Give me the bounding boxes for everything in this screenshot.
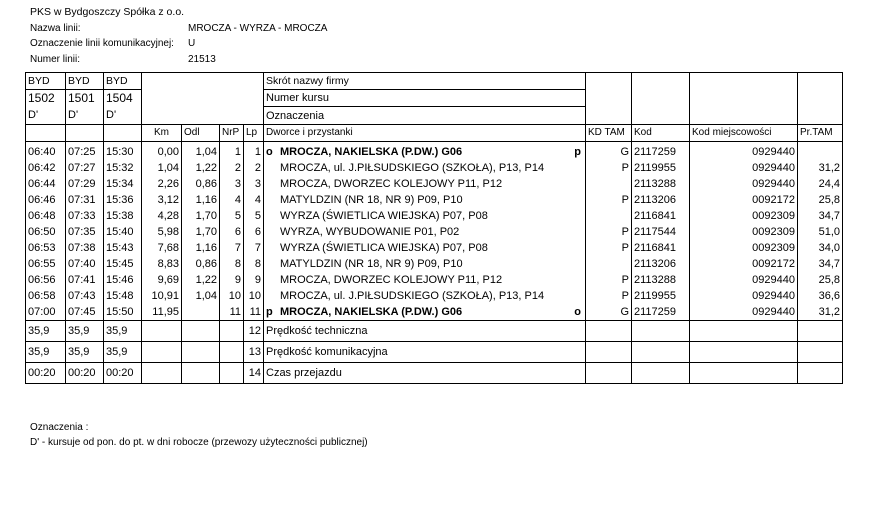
stop-suffix xyxy=(581,257,583,271)
stop-name-cell xyxy=(264,240,586,256)
departure-time: 15:38 xyxy=(104,208,142,224)
col-lp: Lp xyxy=(244,125,264,142)
departure-time: 06:56 xyxy=(26,272,66,288)
stop-suffix xyxy=(581,161,583,175)
kd-tam-value: P xyxy=(586,160,632,176)
stop-name-cell xyxy=(264,224,586,240)
odl-value: 1,04 xyxy=(182,142,220,161)
stop-name: MROCZA, ul. J.PIŁSUDSKIEGO (SZKOŁA), P13, P14 xyxy=(280,162,545,174)
col-km: Km xyxy=(142,125,182,142)
summary-label: Prędkość komunikacyjna xyxy=(264,342,586,363)
run-firm: BYD xyxy=(26,73,66,90)
kod-miejscowosci-value: 0929440 xyxy=(690,142,798,161)
stop-name: MROCZA, NAKIELSKA (P.DW.) G06 xyxy=(280,146,463,158)
lp-value: 9 xyxy=(244,272,264,288)
lp-value: 5 xyxy=(244,208,264,224)
kd-tam-value: G xyxy=(586,142,632,161)
lp-value: 10 xyxy=(244,288,264,304)
stop-name: WYRZA, WYBUDOWANIE P01, P02 xyxy=(280,226,460,238)
odl-value: 0,86 xyxy=(182,176,220,192)
departure-time: 15:34 xyxy=(104,176,142,192)
lp-value: 8 xyxy=(244,256,264,272)
odl-value: 1,16 xyxy=(182,192,220,208)
stop-name-cell xyxy=(264,208,586,224)
nrp-value: 6 xyxy=(220,224,244,240)
nrp-value: 1 xyxy=(220,142,244,161)
run-firm: BYD xyxy=(66,73,104,90)
km-value: 10,91 xyxy=(142,288,182,304)
table-row xyxy=(26,288,843,304)
km-value: 8,83 xyxy=(142,256,182,272)
line-name-value: MROCZA - WYRZA - MROCZA xyxy=(188,22,328,34)
stop-name: MROCZA, NAKIELSKA (P.DW.) G06 xyxy=(280,306,463,318)
line-number-row xyxy=(30,52,327,68)
departure-time: 15:32 xyxy=(104,160,142,176)
nrp-value: 11 xyxy=(220,304,244,321)
kod-miejscowosci-value: 0929440 xyxy=(690,272,798,288)
summary-value: 35,9 xyxy=(104,321,142,342)
kod-miejscowosci-value: 0929440 xyxy=(690,160,798,176)
departure-time: 15:30 xyxy=(104,142,142,161)
kod-miejscowosci-value: 0092309 xyxy=(690,208,798,224)
departure-time: 07:31 xyxy=(66,192,104,208)
stop-suffix xyxy=(581,209,583,223)
lp-value: 1 xyxy=(244,142,264,161)
kod-value: 2117544 xyxy=(632,224,690,240)
odl-value: 1,22 xyxy=(182,272,220,288)
departure-time: 06:58 xyxy=(26,288,66,304)
nrp-value: 9 xyxy=(220,272,244,288)
pr-tam-value: 31,2 xyxy=(798,304,843,321)
odl-value: 0,86 xyxy=(182,256,220,272)
kd-tam-value: P xyxy=(586,288,632,304)
km-value: 9,69 xyxy=(142,272,182,288)
stop-name: WYRZA (ŚWIETLICA WIEJSKA) P07, P08 xyxy=(280,210,488,222)
odl-value: 1,16 xyxy=(182,240,220,256)
summary-value: 00:20 xyxy=(26,363,66,384)
stop-name-cell xyxy=(264,160,586,176)
stop-suffix: p xyxy=(574,146,581,158)
line-number-value: 21513 xyxy=(188,53,216,65)
nrp-value: 7 xyxy=(220,240,244,256)
stop-suffix xyxy=(581,177,583,191)
departure-time: 15:48 xyxy=(104,288,142,304)
summary-label: Czas przejazdu xyxy=(264,363,586,384)
summary-value: 00:20 xyxy=(104,363,142,384)
kod-miejscowosci-value: 0929440 xyxy=(690,288,798,304)
stop-name: MROCZA, ul. J.PIŁSUDSKIEGO (SZKOŁA), P13, P14 xyxy=(280,290,545,302)
column-header-row xyxy=(26,125,843,142)
col-kodm: Kod miejscowości xyxy=(690,125,798,142)
departure-time: 07:38 xyxy=(66,240,104,256)
pr-tam-value: 51,0 xyxy=(798,224,843,240)
departure-time: 07:33 xyxy=(66,208,104,224)
legend-item: D' - kursuje od pon. do pt. w dni robocze (przewozy użyteczności publicznej) xyxy=(30,437,368,448)
stop-suffix xyxy=(581,289,583,303)
run-firm: BYD xyxy=(104,73,142,90)
kd-tam-value: P xyxy=(586,272,632,288)
kod-value: 2117259 xyxy=(632,142,690,161)
nrp-value: 5 xyxy=(220,208,244,224)
departure-time: 07:43 xyxy=(66,288,104,304)
kod-value: 2113288 xyxy=(632,272,690,288)
departure-time: 07:27 xyxy=(66,160,104,176)
nrp-value: 4 xyxy=(220,192,244,208)
col-prtam: Pr.TAM xyxy=(798,125,843,142)
nrp-value: 2 xyxy=(220,160,244,176)
line-code-value: U xyxy=(188,38,196,49)
legend xyxy=(30,420,368,450)
summary-row xyxy=(26,321,843,342)
stop-name: MROCZA, DWORZEC KOLEJOWY P11, P12 xyxy=(280,274,503,286)
departure-time: 07:41 xyxy=(66,272,104,288)
table-row xyxy=(26,256,843,272)
line-number-label: Numer linii: xyxy=(30,53,81,65)
pr-tam-value: 24,4 xyxy=(798,176,843,192)
summary-lp: 14 xyxy=(244,363,264,384)
lp-value: 6 xyxy=(244,224,264,240)
line-code-row xyxy=(30,36,327,52)
col-stops: Dworce i przystanki xyxy=(264,125,586,142)
line-name-row xyxy=(30,21,327,37)
km-value: 0,00 xyxy=(142,142,182,161)
kod-miejscowosci-value: 0092172 xyxy=(690,192,798,208)
run-mark: D' xyxy=(104,107,142,125)
lp-value: 11 xyxy=(244,304,264,321)
pr-tam-value: 34,7 xyxy=(798,208,843,224)
summary-lp: 12 xyxy=(244,321,264,342)
kod-value: 2113206 xyxy=(632,256,690,272)
departure-time: 15:50 xyxy=(104,304,142,321)
stop-suffix: o xyxy=(574,306,581,318)
departure-time: 15:46 xyxy=(104,272,142,288)
departure-time: 15:43 xyxy=(104,240,142,256)
pr-tam-value xyxy=(798,142,843,161)
table-row xyxy=(26,272,843,288)
pr-tam-value: 25,8 xyxy=(798,192,843,208)
kod-miejscowosci-value: 0929440 xyxy=(690,176,798,192)
km-value: 7,68 xyxy=(142,240,182,256)
departure-time: 06:40 xyxy=(26,142,66,161)
odl-value: 1,04 xyxy=(182,288,220,304)
kd-tam-value: P xyxy=(586,192,632,208)
departure-time: 07:45 xyxy=(66,304,104,321)
summary-value: 35,9 xyxy=(26,321,66,342)
kod-value: 2113288 xyxy=(632,176,690,192)
km-value: 3,12 xyxy=(142,192,182,208)
kd-tam-value: P xyxy=(586,224,632,240)
departure-time: 07:40 xyxy=(66,256,104,272)
kod-value: 2113206 xyxy=(632,192,690,208)
stop-name-cell xyxy=(264,304,586,321)
summary-value: 35,9 xyxy=(104,342,142,363)
run-firm-row xyxy=(26,73,843,90)
kod-miejscowosci-value: 0929440 xyxy=(690,304,798,321)
summary-value: 35,9 xyxy=(26,342,66,363)
summary-value: 35,9 xyxy=(66,321,104,342)
run-course: 1502 xyxy=(26,90,66,107)
departure-time: 15:45 xyxy=(104,256,142,272)
kd-tam-value: P xyxy=(586,240,632,256)
col-nrp: NrP xyxy=(220,125,244,142)
run-mark-row xyxy=(26,107,843,125)
pr-tam-value: 25,8 xyxy=(798,272,843,288)
run-mark: D' xyxy=(26,107,66,125)
run-course: 1504 xyxy=(104,90,142,107)
course-label: Numer kursu xyxy=(264,90,586,107)
stop-flag: p xyxy=(266,306,273,318)
line-name-label: Nazwa linii: xyxy=(30,22,81,34)
col-odl: Odl xyxy=(182,125,220,142)
stop-name: MATYLDZIN (NR 18, NR 9) P09, P10 xyxy=(280,258,463,270)
departure-time: 06:53 xyxy=(26,240,66,256)
nrp-value: 10 xyxy=(220,288,244,304)
run-mark: D' xyxy=(66,107,104,125)
stop-name-cell xyxy=(264,272,586,288)
summary-lp: 13 xyxy=(244,342,264,363)
stop-name: MATYLDZIN (NR 18, NR 9) P09, P10 xyxy=(280,194,463,206)
kd-tam-value xyxy=(586,256,632,272)
table-row xyxy=(26,304,843,321)
departure-time: 06:46 xyxy=(26,192,66,208)
table-row xyxy=(26,208,843,224)
stop-name-cell xyxy=(264,176,586,192)
legend-title: Oznaczenia : xyxy=(30,422,89,433)
km-value: 5,98 xyxy=(142,224,182,240)
odl-value: 1,70 xyxy=(182,208,220,224)
kd-tam-value xyxy=(586,208,632,224)
stop-name: MROCZA, DWORZEC KOLEJOWY P11, P12 xyxy=(280,178,503,190)
firm-label: Skrót nazwy firmy xyxy=(264,73,586,90)
timetable xyxy=(25,72,843,384)
run-course-row xyxy=(26,90,843,107)
summary-row xyxy=(26,363,843,384)
summary-value: 00:20 xyxy=(66,363,104,384)
kd-tam-value xyxy=(586,176,632,192)
km-value: 2,26 xyxy=(142,176,182,192)
departure-time: 06:50 xyxy=(26,224,66,240)
departure-time: 15:40 xyxy=(104,224,142,240)
lp-value: 7 xyxy=(244,240,264,256)
summary-row xyxy=(26,342,843,363)
stop-suffix xyxy=(581,241,583,255)
line-code-label: Oznaczenie linii komunikacyjnej: xyxy=(30,38,174,49)
stop-suffix xyxy=(581,273,583,287)
departure-time: 15:36 xyxy=(104,192,142,208)
kd-tam-value: G xyxy=(586,304,632,321)
kod-miejscowosci-value: 0092309 xyxy=(690,224,798,240)
pr-tam-value: 31,2 xyxy=(798,160,843,176)
odl-value: 1,22 xyxy=(182,160,220,176)
table-row xyxy=(26,192,843,208)
nrp-value: 8 xyxy=(220,256,244,272)
summary-value: 35,9 xyxy=(66,342,104,363)
kod-miejscowosci-value: 0092309 xyxy=(690,240,798,256)
departure-time: 06:44 xyxy=(26,176,66,192)
departure-time: 07:29 xyxy=(66,176,104,192)
departure-time: 07:00 xyxy=(26,304,66,321)
departure-time: 07:25 xyxy=(66,142,104,161)
pr-tam-value: 34,7 xyxy=(798,256,843,272)
kod-miejscowosci-value: 0092172 xyxy=(690,256,798,272)
odl-value xyxy=(182,304,220,321)
timetable-header xyxy=(30,5,327,67)
pr-tam-value: 34,0 xyxy=(798,240,843,256)
col-kod: Kod xyxy=(632,125,690,142)
run-course: 1501 xyxy=(66,90,104,107)
table-row xyxy=(26,142,843,161)
departure-time: 06:48 xyxy=(26,208,66,224)
kod-value: 2119955 xyxy=(632,288,690,304)
table-row xyxy=(26,240,843,256)
stop-name-cell xyxy=(264,192,586,208)
stop-name: WYRZA (ŚWIETLICA WIEJSKA) P07, P08 xyxy=(280,242,488,254)
km-value: 11,95 xyxy=(142,304,182,321)
kod-value: 2119955 xyxy=(632,160,690,176)
stop-name-cell xyxy=(264,288,586,304)
kod-value: 2116841 xyxy=(632,208,690,224)
kod-value: 2117259 xyxy=(632,304,690,321)
odl-value: 1,70 xyxy=(182,224,220,240)
kod-value: 2116841 xyxy=(632,240,690,256)
stop-name-cell xyxy=(264,256,586,272)
stop-suffix xyxy=(581,225,583,239)
table-row xyxy=(26,224,843,240)
col-kdtam: KD TAM xyxy=(586,125,632,142)
km-value: 1,04 xyxy=(142,160,182,176)
table-row xyxy=(26,160,843,176)
stop-name-cell xyxy=(264,142,586,161)
km-value: 4,28 xyxy=(142,208,182,224)
lp-value: 4 xyxy=(244,192,264,208)
stop-suffix xyxy=(581,193,583,207)
departure-time: 06:55 xyxy=(26,256,66,272)
lp-value: 2 xyxy=(244,160,264,176)
table-row xyxy=(26,176,843,192)
marks-label: Oznaczenia xyxy=(264,107,586,125)
pr-tam-value: 36,6 xyxy=(798,288,843,304)
departure-time: 07:35 xyxy=(66,224,104,240)
departure-time: 06:42 xyxy=(26,160,66,176)
lp-value: 3 xyxy=(244,176,264,192)
company-name: PKS w Bydgoszczy Spółka z o.o. xyxy=(30,6,185,18)
summary-label: Prędkość techniczna xyxy=(264,321,586,342)
nrp-value: 3 xyxy=(220,176,244,192)
stop-flag: o xyxy=(266,146,273,158)
